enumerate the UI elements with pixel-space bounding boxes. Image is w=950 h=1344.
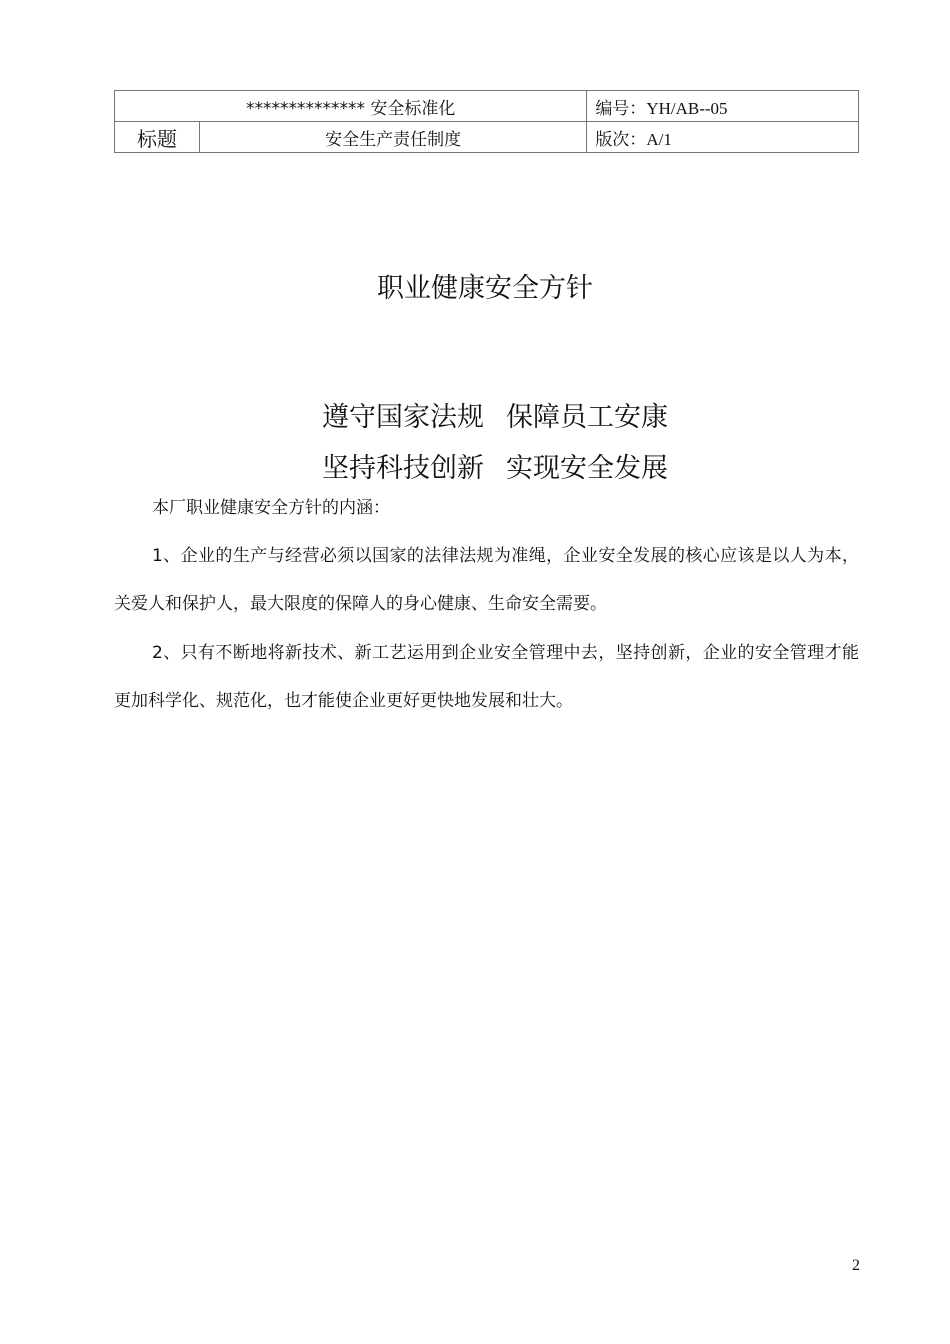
title-value: 安全生产责任制度 bbox=[325, 129, 462, 150]
slogan-2-part-1: 坚持科技创新 bbox=[322, 453, 484, 484]
org-line-cell bbox=[115, 91, 587, 122]
title-value-cell bbox=[199, 122, 586, 153]
slogan-1-part-2: 保障员工安康 bbox=[506, 402, 668, 433]
paragraph-2: 2、只有不断地将新技术、新工艺运用到企业安全管理中去，坚持创新，企业的安全管理才能更加科学化、规范化，也才能使企业更好更快地发展和壮大。 bbox=[114, 643, 859, 711]
slogan-line-1 bbox=[322, 395, 668, 434]
slogan-2-part-2: 实现安全发展 bbox=[506, 453, 668, 484]
intro-text: 本厂职业健康安全方针的内涵： bbox=[152, 498, 390, 518]
slogan-1-part-1: 遵守国家法规 bbox=[322, 402, 484, 433]
title-label: 标题 bbox=[136, 126, 177, 151]
page-number: 2 bbox=[852, 1257, 860, 1274]
slogan-line-2 bbox=[322, 446, 668, 485]
version-label: 版次： bbox=[595, 129, 647, 150]
code-label: 编号： bbox=[595, 98, 647, 119]
paragraph-1: 1、企业的生产与经营必须以国家的法律法规为准绳，企业安全发展的核心应该是以人为本，关爱人和保护人，最大限度的保障人的身心健康、生命安全需要。 bbox=[114, 546, 859, 614]
header-row-2 bbox=[115, 122, 859, 153]
version-value: A/1 bbox=[646, 129, 672, 149]
document-title: 职业健康安全方针 bbox=[377, 273, 593, 304]
version-cell bbox=[587, 122, 859, 153]
code-value: YH/AB--05 bbox=[646, 98, 728, 118]
header-row-1 bbox=[115, 91, 859, 122]
code-cell bbox=[587, 91, 859, 122]
document-header-table bbox=[114, 90, 859, 153]
title-label-cell bbox=[115, 122, 200, 153]
org-line: ************** 安全标准化 bbox=[245, 98, 456, 119]
